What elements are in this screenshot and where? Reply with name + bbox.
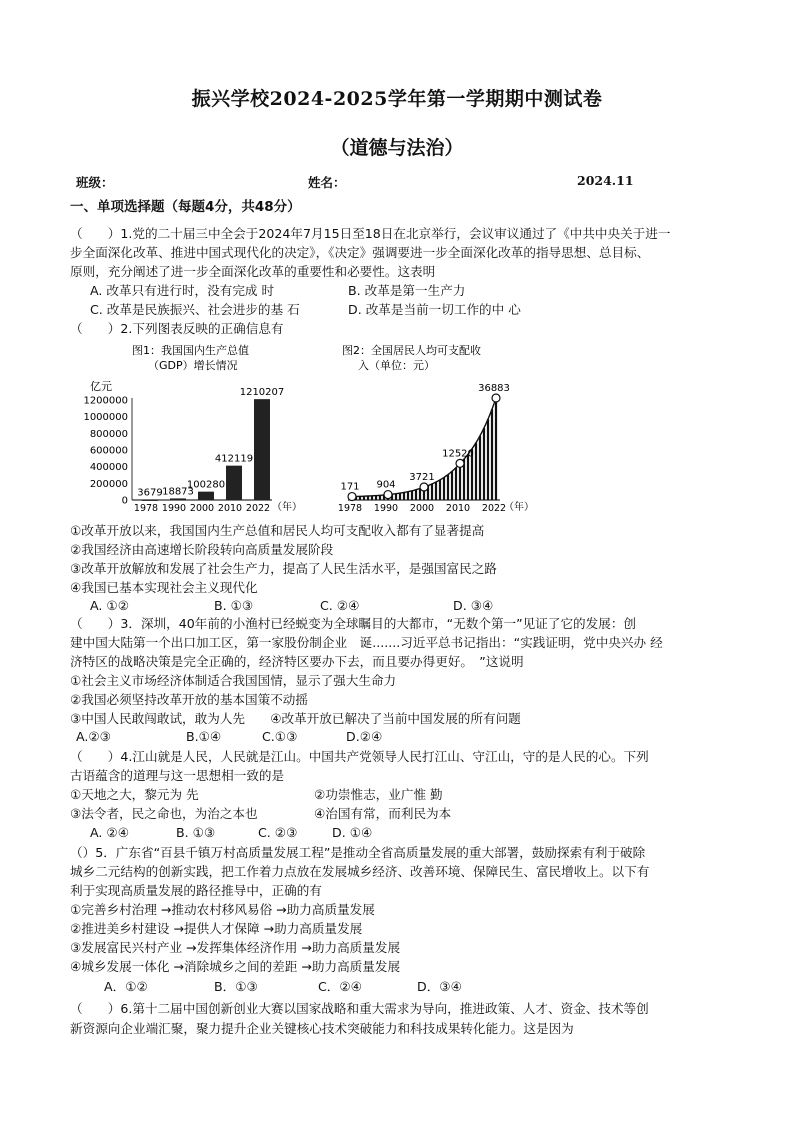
- question-text: （ ）4.江山就是人民，人民就是江山。中国共产党领导人民打江山、守江山，守的是人民的心。下列: [70, 749, 649, 764]
- y-tick-label: 1200000: [83, 395, 128, 407]
- bar: [170, 498, 186, 500]
- question-2-stem: （ ）2.下列图表反映的正确信息有: [70, 321, 284, 336]
- y-tick-label: 200000: [89, 478, 128, 490]
- bar-value-label: 3679: [137, 487, 163, 499]
- statement-1: ①天地之大，黎元为 先: [70, 787, 199, 802]
- y-tick-label: 600000: [89, 445, 128, 457]
- option-c[interactable]: C. ②④: [320, 598, 360, 613]
- bar: [254, 399, 270, 500]
- statement-4: ④城乡发展一体化 →消除城乡之间的差距 →助力高质量发展: [70, 959, 401, 974]
- statement-3: ③法令者，民之命也，为治之本也: [70, 806, 258, 821]
- question-text: （ ）6.第十二届中国创新创业大赛以国家战略和重大需求为导向，推进政策、人才、资金、技术等创: [70, 1001, 649, 1016]
- x-axis-unit: （年）: [504, 502, 534, 513]
- x-tick-label: 2000: [409, 503, 435, 514]
- x-tick-label: 1978: [337, 503, 363, 514]
- statement-2: ②功崇惟志，业广惟 勤: [314, 787, 443, 802]
- bar-value-label: 1210207: [239, 387, 285, 399]
- option-c[interactable]: C.①③: [262, 729, 298, 744]
- y-tick-label: 1000000: [83, 412, 128, 424]
- figure-2-income-chart: [338, 343, 534, 514]
- chart-title: 图1：我国国内生产总值: [132, 344, 249, 357]
- option-c[interactable]: C. ②③: [258, 825, 298, 840]
- chart-subtitle: 入（单位：元）: [358, 359, 435, 372]
- option-b[interactable]: B. ①③: [176, 825, 216, 840]
- point-value-label: 36883: [478, 383, 510, 394]
- x-tick-label: 1990: [373, 503, 399, 514]
- option-b[interactable]: B．①③: [214, 979, 258, 994]
- statement-1: ①完善乡村治理 →推动农村移风易俗 →助力高质量发展: [70, 902, 375, 917]
- exam-date: 2024.11: [577, 173, 634, 188]
- name-label: 姓名：: [308, 175, 346, 190]
- option-a[interactable]: A.②③: [76, 729, 111, 744]
- section-title: 一、单项选择题（每题4分，共48分）: [70, 199, 301, 215]
- bar-value-label: 412119: [214, 453, 254, 465]
- option-a[interactable]: A．①②: [104, 979, 148, 994]
- bar: [198, 492, 214, 500]
- point-value-label: 904: [376, 479, 396, 491]
- statement-3: ③发展富民兴村产业 →发挥集体经济作用 →助力高质量发展: [70, 940, 401, 955]
- data-point: [456, 459, 464, 467]
- x-tick-label: 2022: [245, 503, 271, 514]
- option-b[interactable]: B. ①③: [214, 598, 254, 613]
- x-axis-unit: （年）: [272, 502, 302, 513]
- option-c[interactable]: C. 改革是民族振兴、社会进步的基 石: [90, 302, 300, 317]
- x-tick-label: 1978: [133, 503, 159, 514]
- question-text: 步全面深化改革、推进中国式现代化的决定》，《决定》强调要进一步全面深化改革的指导思想、总目标、: [70, 245, 650, 260]
- option-b[interactable]: B.①④: [186, 729, 222, 744]
- option-d[interactable]: D. 改革是当前一切工作的中 心: [348, 302, 521, 317]
- statement-4: ④治国有常，而利民为本: [314, 806, 452, 821]
- question-text: 古语蕴含的道理与这一思想相一致的是: [70, 768, 285, 783]
- statement-3: ③改革开放解放和发展了社会生产力，提高了人民生活水平，是强国富民之路: [70, 561, 497, 576]
- option-a[interactable]: A. ②④: [90, 825, 129, 840]
- option-d[interactable]: D．③④: [417, 979, 462, 994]
- option-a[interactable]: A. 改革只有进行时，没有完成 时: [90, 283, 275, 298]
- x-tick-label: 2010: [217, 503, 243, 514]
- y-tick-label: 800000: [89, 428, 128, 440]
- statement-1: ①改革开放以来，我国国内生产总值和居民人均可支配收入都有了显著提高: [70, 523, 485, 538]
- option-d[interactable]: D. ①④: [332, 825, 373, 840]
- x-tick-label: 1990: [161, 503, 187, 514]
- exam-subject: （道德与法治）: [330, 137, 464, 159]
- data-point: [420, 483, 428, 491]
- statement-1: ①社会主义市场经济体制适合我国国情，显示了强大生命力: [70, 673, 397, 688]
- question-text: （）5．广东省“百县千镇万村高质量发展工程”是推动全省高质量发展的重大部署，鼓励探索有利于破除: [70, 845, 646, 860]
- y-tick-label: 400000: [89, 462, 128, 474]
- exam-title: 振兴学校2024-2025学年第一学期期中测试卷: [191, 88, 603, 110]
- option-b[interactable]: B. 改革是第一生产力: [348, 283, 466, 298]
- option-a[interactable]: A. ①②: [90, 598, 129, 613]
- bar: [142, 500, 158, 501]
- data-point: [384, 491, 392, 499]
- data-point: [348, 493, 356, 501]
- figure-1-gdp-chart: [83, 343, 302, 514]
- statement-3-4: ③中国人民敢闯敢试，敢为人先 ④改革开放已解决了当前中国发展的所有问题: [70, 711, 521, 726]
- question-text: 原则，充分阐述了进一步全面深化改革的重要性和必要性。这表明: [70, 264, 436, 279]
- point-value-label: 171: [340, 481, 360, 493]
- statement-2: ②我国经济由高速增长阶段转向高质量发展阶段: [70, 542, 334, 557]
- x-tick-label: 2022: [481, 503, 507, 514]
- bar: [226, 466, 242, 500]
- point-value-label: 3721: [409, 472, 435, 484]
- statement-4: ④我国已基本实现社会主义现代化: [70, 580, 258, 595]
- x-tick-label: 2000: [189, 503, 215, 514]
- question-text: （ ）3．深圳，40年前的小渔村已经蜕变为全球瞩目的大都市，“无数个第一”见证了它的发展：创: [70, 616, 637, 631]
- x-tick-label: 2010: [445, 503, 471, 514]
- statement-2: ②我国必须坚持改革开放的基本国策不动摇: [70, 692, 308, 707]
- bar-value-label: 100280: [186, 479, 226, 491]
- question-text: 济特区的战略决策是完全正确的，经济特区要办下去，而且要办得更好。 ”这说明: [70, 654, 524, 669]
- class-label: 班级：: [76, 175, 114, 190]
- y-tick-label: 0: [121, 495, 128, 507]
- question-text: （ ）1.党的二十届三中全会于2024年7月15日至18日在北京举行，会议审议通过了《中共中央关于进一: [70, 226, 671, 241]
- question-text: 利于实现高质量发展的路径推导中，正确的有: [70, 883, 322, 898]
- chart-title: 图2：全国居民人均可支配收: [342, 344, 481, 357]
- chart-subtitle: （GDP）增长情况: [148, 359, 238, 372]
- question-text: 新资源向企业端汇聚，聚力提升企业关键核心技术突破能力和科技成果转化能力。这是因为: [70, 1021, 574, 1036]
- option-d[interactable]: D.②④: [346, 729, 383, 744]
- point-value-label: 12520: [442, 448, 474, 460]
- y-axis-label: 亿元: [90, 380, 112, 393]
- question-text: 建中国大陆第一个出口加工区，第一家股份制企业 诞.......习近平总书记指出：“实践证明，党中央兴办 经: [70, 635, 663, 650]
- option-c[interactable]: C．②④: [318, 979, 362, 994]
- q2-figures: [0, 338, 794, 518]
- question-text: 城乡二元结构的创新实践，把工作着力点放在发展城乡经济、改善环境、保障民生、富民增收上。以下有: [70, 864, 650, 879]
- bar-value-label: 18873: [162, 486, 194, 498]
- statement-2: ②推进美乡村建设 →提供人才保障 →助力高质量发展: [70, 921, 363, 936]
- data-point: [492, 394, 500, 402]
- option-d[interactable]: D. ③④: [453, 598, 494, 613]
